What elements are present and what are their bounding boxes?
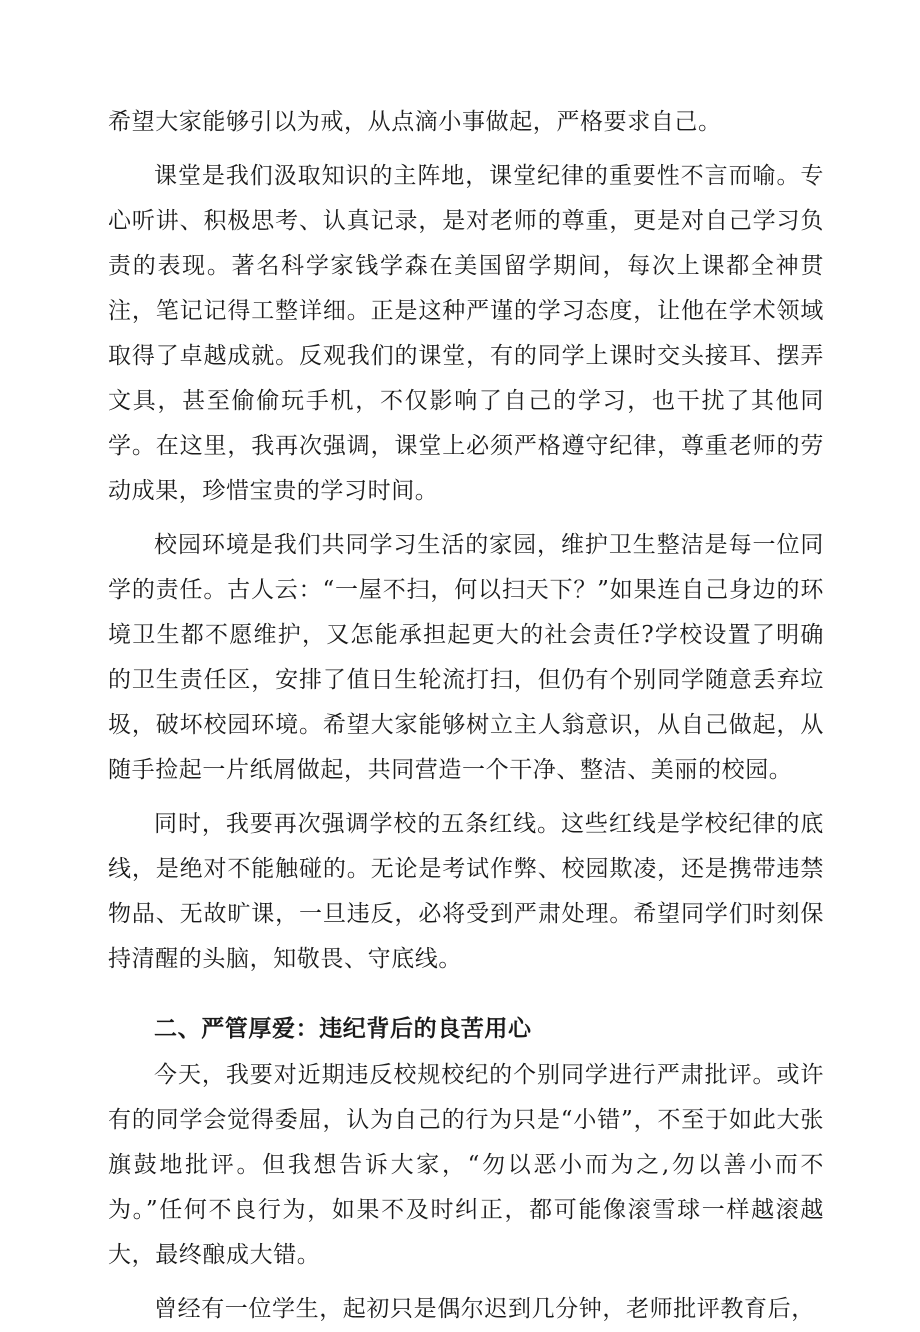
section-heading: 二、严管厚爱：违纪背后的良苦用心	[154, 1015, 532, 1042]
paragraph-criticism: 今天，我要对近期违反校规校纪的个别同学进行严肃批评。或许有的同学会觉得委屈，认为自己的行为只是“小错”，不至于如此大张旗鼓地批评。但我想告诉大家，“勿以恶小而为之,勿以善小而不为。”任何不良行为，如果不及时纠正，都可能像滚雪球一样越滚越大，最终酿成大错。	[108, 1062, 824, 1268]
paragraph-classroom-discipline: 课堂是我们汲取知识的主阵地，课堂纪律的重要性不言而喻。专心听讲、积极思考、认真记录，是对老师的尊重，更是对自己学习负责的表现。著名科学家钱学森在美国留学期间，每次上课都全神贯注，笔记记得工整详细。正是这种严谨的学习态度，让他在学术领域取得了卓越成就。反观我们的课堂，有的同学上课时交头接耳、摆弄文具，甚至偷偷玩手机，不仅影响了自己的学习，也干扰了其他同学。在这里，我再次强调，课堂上必须严格遵守纪律，尊重老师的劳动成果，珍惜宝贵的学习时间。	[108, 163, 824, 504]
document-page	[108, 100, 824, 1332]
paragraph-student-example: 曾经有一位学生，起初只是偶尔迟到几分钟，老师批评教育后，	[154, 1296, 815, 1322]
paragraph-continuation: 希望大家能够引以为戒，从点滴小事做起，严格要求自己。	[108, 109, 722, 135]
paragraph-red-lines: 同时，我要再次强调学校的五条红线。这些红线是学校纪律的底线，是绝对不能触碰的。无论是考试作弊、校园欺凌，还是携带违禁物品、无故旷课，一旦违反，必将受到严肃处理。希望同学们时刻保持清醒的头脑，知敬畏、守底线。	[108, 811, 824, 972]
paragraph-campus-environment: 校园环境是我们共同学习生活的家园，维护卫生整洁是每一位同学的责任。古人云：“一屋不扫，何以扫天下？”如果连自己身边的环境卫生都不愿维护，又怎能承担起更大的社会责任?学校设置了明确的卫生责任区，安排了值日生轮流打扫，但仍有个别同学随意丢弃垃圾，破坏校园环境。希望大家能够树立主人翁意识，从自己做起，从随手捡起一片纸屑做起，共同营造一个干净、整洁、美丽的校园。	[108, 532, 824, 783]
